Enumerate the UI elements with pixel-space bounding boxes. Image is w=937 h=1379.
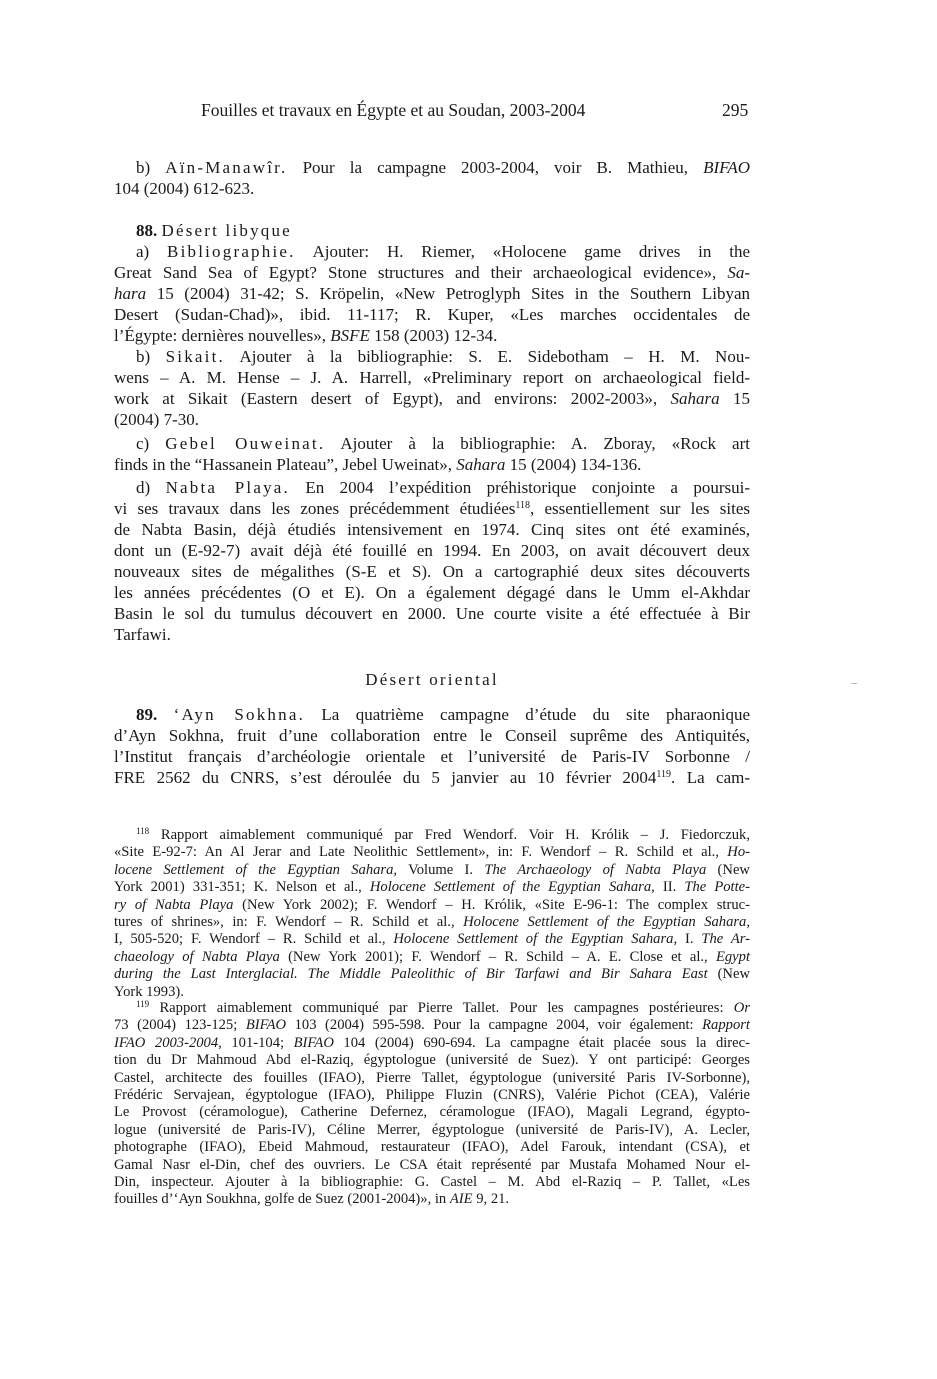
text: 158 (2003) 12-34. — [369, 326, 498, 345]
footnote-line — [114, 879, 750, 896]
book-title: chaeology of Nabta Playa — [114, 948, 280, 965]
text: Basin le sol du tumulus découvert en 2000. Une courte visite a été effectuée à Bir — [114, 604, 750, 623]
journal-title: BIFAO — [293, 1034, 334, 1051]
paragraph-d-line — [114, 477, 750, 498]
text: (New York 2001); F. Wendorf – R. Schild – A. E. Close et al., — [279, 948, 716, 965]
book-title: Egypt — [715, 948, 750, 965]
book-title: The Potte- — [684, 879, 750, 896]
text: Ajouter à la bibliographie: S. E. Sidebotham – H. M. Nou- — [224, 347, 750, 366]
book-title: Holocene Settlement of the Egyptian Sahara, — [393, 931, 678, 948]
text: work at Sikait (Eastern desert of Egypt), and environs: 2002-2003», — [114, 389, 671, 408]
text: tion du Dr Mahmoud Abd el-Raziq, égyptologue (université de Suez). Y ont participé: Georges — [114, 1052, 750, 1069]
paragraph-89-line — [114, 767, 750, 788]
footnote-line — [114, 949, 750, 966]
site-name: Sikait. — [165, 347, 225, 366]
footnote-ref[interactable]: 119 — [656, 769, 672, 780]
paragraph-a-line — [114, 262, 750, 283]
footnote-line — [114, 1070, 750, 1087]
journal-title: BIFAO — [245, 1017, 287, 1034]
text: II. — [654, 879, 685, 896]
text: 101-104; — [221, 1034, 294, 1051]
book-title: Holocene Settlement of the Egyptian Sahara, — [369, 879, 655, 896]
paragraph-a-line — [114, 325, 750, 346]
book-title: Holocene Settlement of the Egyptian Sahara, — [463, 914, 751, 930]
paragraph-d-line — [114, 582, 750, 603]
page-number: 295 — [722, 100, 749, 120]
site-name: ‘Ayn Sokhna. — [173, 705, 306, 724]
journal-title: hara — [114, 284, 147, 303]
book-title: The Archaeology of Nabta Playa — [484, 861, 707, 878]
paragraph-d-line — [114, 624, 750, 645]
text: 104 (2004) 690-694. La campagne était placée sous la direc- — [333, 1034, 750, 1051]
footnote-number: 119 — [136, 999, 150, 1009]
journal-title: Sa- — [727, 263, 750, 282]
text: Tarfawi. — [114, 625, 171, 644]
text: Volume I. — [397, 861, 485, 878]
text: Din, inspecteur. Ajouter à la bibliographie: G. Castel – M. Abd el-Raziq – P. Tallet, «Les — [114, 1174, 750, 1190]
footnote-line — [114, 1174, 750, 1191]
text: vi ses travaux dans les zones précédemment étudiées — [114, 499, 516, 518]
site-name: Bibliographie. — [167, 242, 296, 261]
text: logue (université de Paris-IV), Céline Merrer, égyptologue (université de Paris-IV), A. Lecler, — [114, 1121, 750, 1138]
footnote-line — [114, 844, 750, 861]
text: 73 (2004) 123-125; — [114, 1017, 246, 1034]
book-title: locene Settlement of the Egyptian Sahara, — [114, 861, 398, 878]
footnote-line — [114, 1017, 750, 1034]
footnote-line — [114, 1191, 750, 1208]
item-label: d) — [136, 478, 151, 497]
paragraph-d-line — [114, 519, 750, 540]
paragraph-89-line — [114, 725, 750, 746]
text: (2004) 7-30. — [114, 410, 199, 429]
text: d’Ayn Sokhna, fruit d’une collaboration entre le Conseil suprême des Antiquités, — [114, 726, 750, 745]
text: Le Provost (céramologue), Catherine Defernez, céramologue (IFAO), Magali Legrand, égypto- — [114, 1104, 750, 1121]
text: finds in the “Hassanein Plateau”, Jebel Uweinat», — [114, 455, 457, 474]
footnote-line — [114, 914, 750, 931]
text: tures of shrines», in: F. Wendorf – R. Schild et al., — [114, 914, 464, 930]
text: Rapport aimablement communiqué par Pierre Tallet. Pour les campagnes postérieures: — [149, 1000, 734, 1016]
text: Ajouter: H. Riemer, «Holocene game drives in the — [295, 242, 750, 261]
paragraph-a-line — [114, 241, 750, 262]
paragraph-d-line — [114, 540, 750, 561]
paragraph-d-line — [114, 561, 750, 582]
book-title: ry of Nabta Playa — [114, 896, 234, 913]
text: (New — [707, 966, 750, 983]
text: nouveaux sites de mégalithes (S-E et S). On a cartographié deux sites découverts — [114, 562, 750, 581]
text: FRE 2562 du CNRS, s’est déroulée du 5 janvier au 10 février 2004 — [114, 768, 657, 787]
text: Ajouter à la bibliographie: A. Zboray, «Rock art — [325, 434, 750, 453]
running-title: Fouilles et travaux en Égypte et au Soudan, 2003-2004 — [201, 100, 586, 120]
text: I. — [677, 931, 702, 948]
text: l’Égypte: dernières nouvelles», — [114, 326, 331, 345]
text: 15 (2004) 31-42; S. Kröpelin, «New Petroglyph Sites in the Southern Libyan — [146, 284, 750, 303]
paragraph-89-line — [114, 746, 750, 767]
footnote-ref[interactable]: 118 — [515, 500, 530, 511]
text: l’Institut français d’archéologie orientale et l’université de Paris-IV Sorbonne / — [114, 747, 750, 766]
text: Desert (Sudan-Chad)», ibid. 11-117; R. Kuper, «Les marches occidentales de — [114, 305, 750, 324]
journal-title: Sahara — [456, 455, 506, 474]
item-label: c) — [136, 434, 150, 453]
footnote-line — [114, 1087, 750, 1104]
text: Gamal Nasr el-Din, chef des ouvriers. Le CSA était représenté par Mustafa Mohamed Nour el- — [114, 1156, 750, 1173]
text: 9, 21. — [472, 1191, 510, 1208]
section-heading-desert-oriental: Désert oriental — [365, 670, 499, 689]
text: . La cam- — [671, 768, 751, 787]
footnote-line — [114, 1122, 750, 1139]
section-number: 88. — [136, 221, 158, 240]
journal-title: IFAO 2003-2004, — [114, 1034, 222, 1051]
text: 104 (2004) 612-623. — [114, 179, 255, 198]
section-heading-88 — [114, 220, 750, 241]
text: 15 (2004) 134-136. — [505, 455, 642, 474]
paragraph-b-line — [114, 346, 750, 367]
site-name: Aïn-Manawîr. — [165, 158, 288, 177]
footnote-line — [114, 1035, 750, 1052]
text: fouilles d’‘Ayn Soukhna, golfe de Suez (2001-2004)», in — [114, 1191, 450, 1208]
item-label: b) — [136, 347, 151, 366]
footnote-line — [114, 1104, 750, 1121]
text: En 2004 l’expédition préhistorique conjointe a poursui- — [290, 478, 751, 497]
text: York 2001) 331-351; K. Nelson et al., — [114, 879, 370, 896]
site-name: Gebel Ouweinat. — [165, 434, 326, 453]
text: , essentiellement sur les sites — [530, 499, 750, 518]
paragraph-ain-manawir-line — [114, 178, 750, 199]
footnote-line — [114, 1052, 750, 1069]
running-head — [0, 100, 937, 124]
item-label: a) — [136, 242, 150, 261]
journal-title: AIE — [449, 1191, 473, 1208]
text: 15 — [719, 389, 751, 408]
book-title: during the Last Interglacial. The Middle Paleolithic of Bir Tarfawi and Bir Sahara East — [114, 966, 708, 983]
book-title: Ho- — [727, 844, 750, 861]
footnote-line — [114, 897, 750, 914]
text: (New — [706, 861, 750, 878]
section-title: Désert libyque — [161, 221, 292, 240]
site-name: Nabta Playa. — [165, 478, 290, 497]
footnote-line — [114, 1139, 750, 1156]
paragraph-c-line — [114, 433, 750, 454]
item-label: b) — [136, 158, 151, 177]
paragraph-ain-manawir-line — [114, 157, 750, 178]
text: La quatrième campagne d’étude du site pharaonique — [305, 705, 751, 724]
text: dont un (E-92-7) avait déjà été fouillé en 1994. En 2003, on avait découvert deux — [114, 541, 750, 560]
journal-title: Sahara — [670, 389, 720, 408]
footnote-line — [114, 862, 750, 879]
footnote-number: 118 — [136, 826, 150, 836]
footnote-line — [114, 1157, 750, 1174]
journal-title: Rapport — [702, 1017, 750, 1034]
paragraph-c-line — [114, 454, 750, 475]
margin-mark — [851, 683, 857, 684]
book-title: The Ar- — [701, 931, 750, 948]
text: photographe (IFAO), Ebeid Mahmoud, restaurateur (IFAO), Adel Farouk, intendant (CSA), et — [114, 1139, 750, 1156]
footnote-line — [114, 1000, 750, 1017]
text: les années précédentes (O et E). On a également dégagé dans le Umm el-Akhdar — [114, 583, 750, 602]
footnote-line — [114, 984, 750, 1001]
paragraph-a-line — [114, 304, 750, 325]
footnote-line — [114, 827, 750, 844]
text: Castel, architecte des fouilles (IFAO), Pierre Tallet, égyptologue (université Paris IV-Sorbonne), — [114, 1069, 750, 1086]
paragraph-b-line — [114, 409, 750, 430]
footnote-line — [114, 931, 750, 948]
paragraph-b-line — [114, 388, 750, 409]
text: 103 (2004) 595-598. Pour la campagne 2004, voir également: — [286, 1017, 703, 1034]
text: Rapport aimablement communiqué par Fred Wendorf. Voir H. Królik – J. Fiedorczuk, — [149, 827, 750, 843]
text: Great Sand Sea of Egypt? Stone structures and their archaeological evidence», — [114, 263, 728, 282]
text: York 1993). — [114, 983, 184, 1000]
footnote-line — [114, 966, 750, 983]
text: Pour la campagne 2003-2004, voir B. Mathieu, — [287, 158, 704, 177]
paragraph-d-line — [114, 603, 750, 624]
journal-title: BIFAO — [703, 158, 751, 177]
text: I, 505-520; F. Wendorf – R. Schild et al., — [114, 931, 394, 948]
text: Frédéric Servajean, égyptologue (IFAO), Philippe Fluzin (CNRS), Valérie Pichot (CEA), Valérie — [114, 1087, 750, 1103]
paragraph-a-line — [114, 283, 750, 304]
journal-title: BSFE — [330, 326, 370, 345]
paragraph-89-line — [114, 704, 750, 725]
section-number: 89. — [136, 705, 158, 724]
journal-title: Or — [733, 1000, 750, 1016]
text: (New York 2002); F. Wendorf – H. Królik, «Site E-96-1: The complex struc- — [233, 896, 750, 913]
paragraph-b-line — [114, 367, 750, 388]
text: «Site E-92-7: An Al Jerar and Late Neolithic Settlement», in: F. Wendorf – R. Schild et al., — [114, 844, 728, 861]
text: de Nabta Basin, déjà étudiés intensivement en 1974. Cinq sites ont été examinés, — [114, 520, 750, 539]
text: wens – A. M. Hense – J. A. Harrell, «Preliminary report on archaeological field- — [114, 368, 750, 387]
paragraph-d-line — [114, 498, 750, 519]
